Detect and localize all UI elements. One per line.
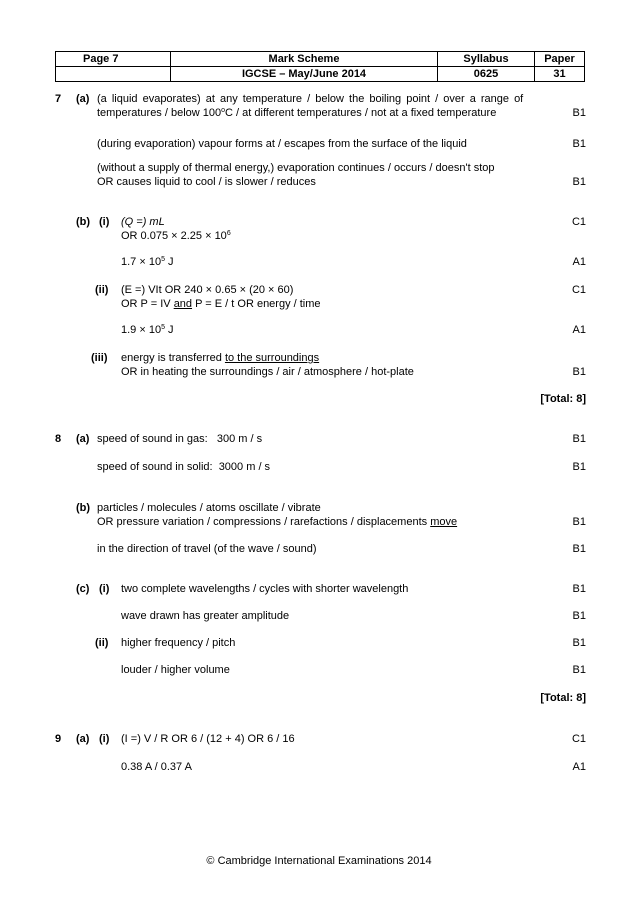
answer-8b-line2-text: OR pressure variation / compressions / rarefactions / displacements xyxy=(97,516,431,528)
answer-8ci-line1: two complete wavelengths / cycles with shorter wavelength xyxy=(121,583,409,595)
underlined-and: and xyxy=(173,298,193,310)
mark-8b-2: B1 xyxy=(572,543,586,555)
part-label-8b: (b) xyxy=(76,502,91,514)
question-number-7: 7 xyxy=(55,93,62,105)
mark-7a-3: B1 xyxy=(572,176,586,188)
mark-8a-2: B1 xyxy=(572,461,586,473)
answer-9ai-line2: 0.38 A / 0.37 A xyxy=(121,761,192,773)
underlined-phrase: to the surroundings xyxy=(224,352,320,364)
answer-7bi-line2-text: OR 0.075 × 2.25 × 10 xyxy=(121,230,227,242)
answer-7a-line3: (during evaporation) vapour forms at / escapes from the surface of the liquid xyxy=(97,138,467,150)
answer-7biii-line1 xyxy=(121,352,319,365)
answer-7bii-line2-rest: P = E / t OR energy / time xyxy=(192,298,321,310)
mark-8cii-2: B1 xyxy=(572,664,586,676)
mark-7biii: B1 xyxy=(572,366,586,378)
answer-7bii-line2 xyxy=(121,298,321,311)
mark-7a-1: B1 xyxy=(572,107,586,119)
answer-7biii-line2: OR in heating the surroundings / air / atmosphere / hot-plate xyxy=(121,366,414,378)
subpart-label-7bii: (ii) xyxy=(95,284,109,296)
subpart-label-8cii: (ii) xyxy=(95,637,109,649)
mark-7bii-2: A1 xyxy=(572,324,586,336)
answer-7biii-line1-text: energy is transferred xyxy=(121,352,225,364)
page-footer: © Cambridge International Examinations 2014 xyxy=(206,855,432,867)
exponent: 6 xyxy=(226,230,231,237)
mark-8a-1: B1 xyxy=(572,433,586,445)
total-q8: [Total: 8] xyxy=(540,692,586,704)
answer-7a-line2 xyxy=(97,107,496,120)
answer-7bii-line1: (E =) VIt OR 240 × 0.65 × (20 × 60) xyxy=(121,284,294,296)
header-blank xyxy=(56,67,171,82)
exponent: 5 xyxy=(161,256,165,263)
answer-8cii-line1: higher frequency / pitch xyxy=(121,637,236,649)
mark-9ai-2: A1 xyxy=(572,761,586,773)
unit: J xyxy=(164,256,174,268)
answer-9ai-line1: (I =) V / R OR 6 / (12 + 4) OR 6 / 16 xyxy=(121,733,295,745)
underlined-move: move xyxy=(430,516,458,528)
subpart-label-7biii: (iii) xyxy=(91,352,108,364)
answer-8a-line1: speed of sound in gas: 300 m / s xyxy=(97,433,263,445)
question-number-8: 8 xyxy=(55,433,62,445)
answer-8b-line1: particles / molecules / atoms oscillate / vibrate xyxy=(97,502,321,514)
answer-7bi-line2 xyxy=(121,230,231,243)
part-label-9a: (a) xyxy=(76,733,90,745)
answer-8a-line2: speed of sound in solid: 3000 m / s xyxy=(97,461,271,473)
part-label-7a: (a) xyxy=(76,93,90,105)
mark-8b-1: B1 xyxy=(572,516,586,528)
answer-8b-line3: in the direction of travel (of the wave / sound) xyxy=(97,543,317,555)
answer-7bi-line1: (Q =) mL xyxy=(121,216,165,228)
subpart-label-7bi: (i) xyxy=(99,216,110,228)
answer-7bii-line2-text: OR P = IV xyxy=(121,298,171,310)
total-q7: [Total: 8] xyxy=(540,393,586,405)
answer-8b-line2 xyxy=(97,516,457,529)
header-title: Mark Scheme xyxy=(171,52,438,67)
mark-9ai-1: C1 xyxy=(571,733,586,745)
answer-8cii-line2: louder / higher volume xyxy=(121,664,230,676)
mark-7bi-1: C1 xyxy=(571,216,586,228)
mark-7bi-2: A1 xyxy=(572,256,586,268)
question-number-9: 9 xyxy=(55,733,62,745)
answer-7bii-line3 xyxy=(121,324,174,337)
part-label-8c: (c) xyxy=(76,583,90,595)
subpart-label-9ai: (i) xyxy=(99,733,110,745)
degree-symbol: o xyxy=(221,107,226,114)
answer-7bii-line3-text: 1.9 × 10 xyxy=(121,324,162,336)
answer-7a-line2-rest: C / at different temperatures / not at a fixed temperature xyxy=(225,107,497,119)
part-label-7b: (b) xyxy=(76,216,91,228)
header-paper: Paper xyxy=(535,52,585,67)
header-exam: IGCSE – May/June 2014 xyxy=(171,67,438,82)
header-table xyxy=(55,51,585,82)
subpart-label-8ci: (i) xyxy=(99,583,110,595)
answer-8ci-line2: wave drawn has greater amplitude xyxy=(121,610,290,622)
header-page: Page 7 xyxy=(56,52,171,67)
mark-8ci-1: B1 xyxy=(572,583,586,595)
header-paper-number: 31 xyxy=(535,67,585,82)
mark-8ci-2: B1 xyxy=(572,610,586,622)
header-syllabus-code: 0625 xyxy=(438,67,535,82)
exponent: 5 xyxy=(161,324,165,331)
answer-7a-line5: OR causes liquid to cool / is slower / reduces xyxy=(97,176,316,188)
answer-7a-line4: (without a supply of thermal energy,) evaporation continues / occurs / doesn't stop xyxy=(97,162,495,174)
answer-7a-line1: (a liquid evaporates) at any temperature / below the boiling point / over a range of xyxy=(97,93,524,105)
part-label-8a: (a) xyxy=(76,433,90,445)
mark-8cii-1: B1 xyxy=(572,637,586,649)
mark-7bii-1: C1 xyxy=(571,284,586,296)
answer-7a-line2-text: temperatures / below 100 xyxy=(97,107,222,119)
unit: J xyxy=(164,324,174,336)
answer-7bi-line3-text: 1.7 × 10 xyxy=(121,256,162,268)
header-syllabus: Syllabus xyxy=(438,52,535,67)
mark-7a-2: B1 xyxy=(572,138,586,150)
answer-7bi-line3 xyxy=(121,256,174,269)
